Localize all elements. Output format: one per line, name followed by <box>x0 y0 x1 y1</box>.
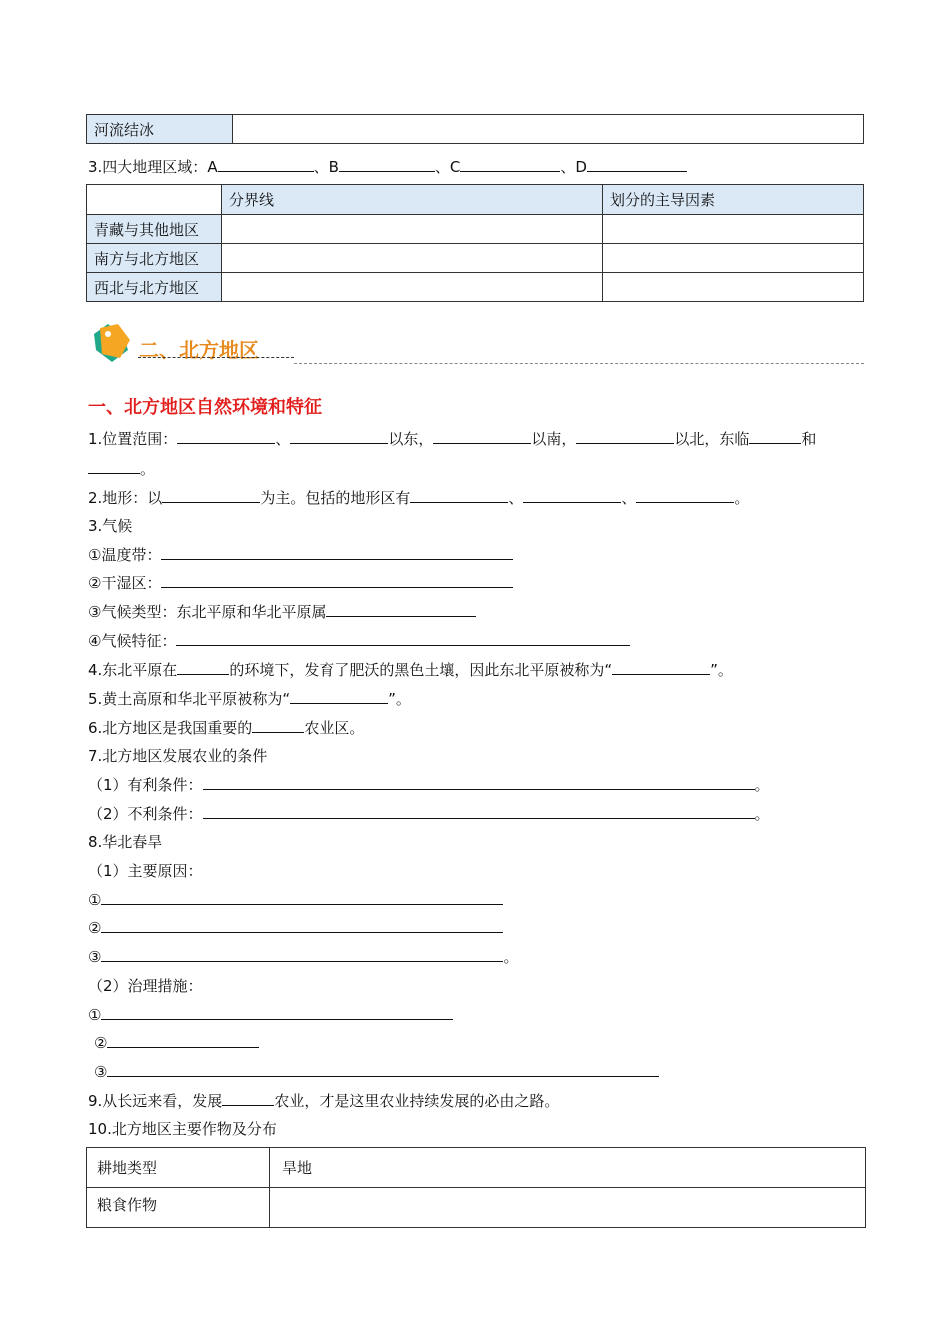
blank[interactable] <box>203 801 755 819</box>
q3c-i1: ①温度带： <box>88 540 513 570</box>
table-row-label: 西北与北方地区 <box>87 273 222 302</box>
blank[interactable] <box>222 1088 274 1106</box>
blank[interactable] <box>101 944 503 962</box>
blank[interactable] <box>177 426 275 444</box>
q7-i2: （2）不利条件： 。 <box>88 799 770 829</box>
q8-r3: ③ 。 <box>88 942 518 972</box>
blank[interactable] <box>162 485 260 503</box>
q8-r1: ① <box>88 885 503 915</box>
table-header: 划分的主导因素 <box>603 185 864 215</box>
q8-r2: ② <box>88 913 503 943</box>
blank[interactable] <box>410 485 508 503</box>
blank[interactable] <box>88 456 140 474</box>
blank[interactable] <box>636 485 734 503</box>
table-cell-blank[interactable] <box>603 273 864 302</box>
blank[interactable] <box>612 657 710 675</box>
q4-line: 4.东北平原在 的环境下，发育了肥沃的黑色土壤，因此东北平原被称为“ ”。 <box>88 655 733 685</box>
blank[interactable] <box>101 915 503 933</box>
blank[interactable] <box>252 715 304 733</box>
blank[interactable] <box>101 1002 453 1020</box>
blank[interactable] <box>326 599 476 617</box>
blank[interactable] <box>749 426 801 444</box>
blank-c[interactable] <box>460 154 560 172</box>
section-underline <box>138 357 294 358</box>
table-cell-blank[interactable] <box>603 244 864 273</box>
q8-t2: ② <box>94 1028 259 1058</box>
q6-line: 6.北方地区是我国重要的 农业区。 <box>88 713 364 743</box>
q2-line: 2.地形：以 为主。包括的地形区有 、 、 。 <box>88 483 749 513</box>
table-cell-blank[interactable] <box>222 273 603 302</box>
q8-t1: ① <box>88 1000 453 1030</box>
table-cell: 旱地 <box>270 1148 866 1188</box>
blank[interactable] <box>290 426 388 444</box>
table-row-label: 南方与北方地区 <box>87 244 222 273</box>
blank[interactable] <box>101 887 503 905</box>
blank[interactable] <box>176 628 630 646</box>
sub-title: 一、北方地区自然环境和特征 <box>88 397 322 418</box>
blank[interactable] <box>107 1030 259 1048</box>
crop-table <box>86 1147 866 1228</box>
section-divider <box>294 363 864 364</box>
blank-a[interactable] <box>218 154 314 172</box>
blank[interactable] <box>576 426 674 444</box>
blank[interactable] <box>523 485 621 503</box>
table-header-empty <box>87 185 222 215</box>
table-cell: 耕地类型 <box>87 1148 270 1188</box>
table-header: 分界线 <box>222 185 603 215</box>
table-cell-blank[interactable] <box>270 1188 866 1228</box>
q8-s2: （2）治理措施： <box>88 977 203 995</box>
blank[interactable] <box>177 657 229 675</box>
blank[interactable] <box>161 570 513 588</box>
section-title: 二、北方地区 <box>139 338 259 362</box>
blank-d[interactable] <box>587 154 687 172</box>
q1-line: 1.位置范围： 、 以东， 以南， 以北，东临 和 <box>88 424 816 454</box>
q5-line: 5.黄土高原和华北平原被称为“ ”。 <box>88 684 411 714</box>
blank[interactable] <box>203 772 755 790</box>
top-table <box>86 114 864 144</box>
q3c-i2: ②干湿区： <box>88 568 513 598</box>
blank[interactable] <box>161 542 513 560</box>
blank[interactable] <box>290 686 388 704</box>
q7-title: 7.北方地区发展农业的条件 <box>88 747 268 765</box>
tag-icon <box>90 320 136 366</box>
q8-s1: （1）主要原因： <box>88 862 203 880</box>
table-cell-blank[interactable] <box>603 215 864 244</box>
q3c-i3: ③气候类型：东北平原和华北平原属 <box>88 597 476 627</box>
q10-title: 10.北方地区主要作物及分布 <box>88 1120 277 1138</box>
table-cell: 粮食作物 <box>87 1188 270 1228</box>
q3c-title: 3.气候 <box>88 517 133 535</box>
q7-i1: （1）有利条件： 。 <box>88 770 770 800</box>
q1-line-2: 。 <box>88 454 155 484</box>
q3-line: 3.四大地理区域：A 、B 、C 、D <box>88 152 687 182</box>
q3c-i4: ④气候特征： <box>88 626 630 656</box>
blank[interactable] <box>433 426 531 444</box>
blank-b[interactable] <box>339 154 435 172</box>
table-cell: 河流结冰 <box>87 115 233 144</box>
table-row-label: 青藏与其他地区 <box>87 215 222 244</box>
blank[interactable] <box>107 1059 659 1077</box>
region-table <box>86 184 864 302</box>
table-cell-blank[interactable] <box>222 215 603 244</box>
table-cell-blank[interactable] <box>233 115 864 144</box>
q9-line: 9.从长远来看，发展 农业，才是这里农业持续发展的必由之路。 <box>88 1086 559 1116</box>
q8-t3: ③ <box>94 1057 659 1087</box>
table-cell-blank[interactable] <box>222 244 603 273</box>
q8-title: 8.华北春旱 <box>88 833 163 851</box>
